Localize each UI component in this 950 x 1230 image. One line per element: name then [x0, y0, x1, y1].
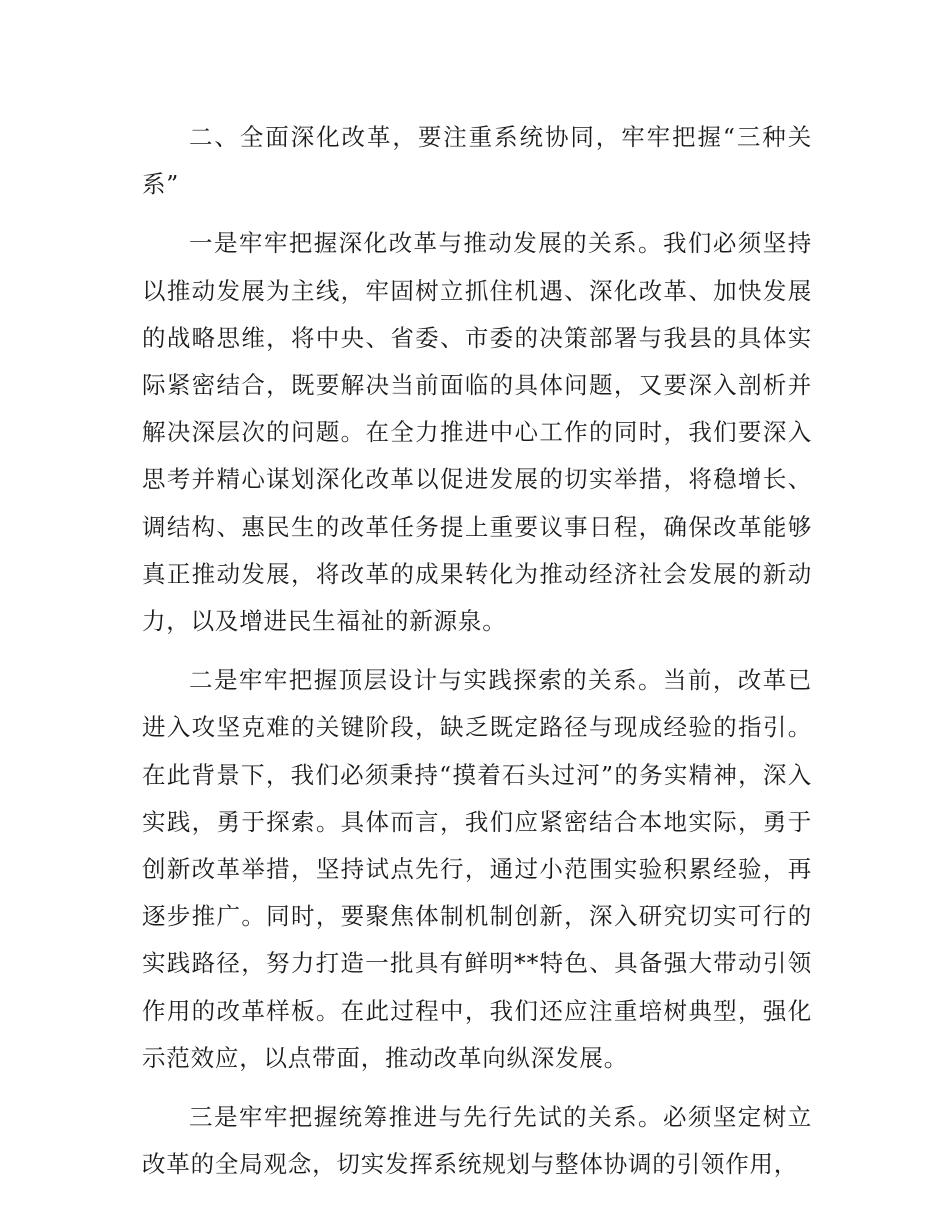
paragraph-1: 一是牢牢把握深化改革与推动发展的关系。我们必须坚持以推动发展为主线，牢固树立抓住机遇、深化改革、加快发展的战略思维，将中央、省委、市委的决策部署与我县的具体实际紧密结合，既要解决当前面临的具体问题，又要深入剖析并解决深层次的问题。在全力推进中心工作的同时，我们要深入思考并精心谋划深化改革以促进发展的切实举措，将稳增长、调结构、惠民生的改革任务提上重要议事日程，确保改革能够真正推动发展，将改革的成果转化为推动经济社会发展的新动力，以及增进民生福祉的新源泉。 [142, 229, 812, 636]
document-body [142, 114, 812, 1188]
paragraph-gap [142, 645, 812, 657]
paragraph-gap [142, 208, 812, 220]
paragraph-2: 二是牢牢把握顶层设计与实践探索的关系。当前，改革已进入攻坚克难的关键阶段，缺乏既定路径与现成经验的指引。在此背景下，我们必须秉持“摸着石头过河”的务实精神，深入实践，勇于探索。具体而言，我们应紧密结合本地实际，勇于创新改革举措，坚持试点先行，通过小范围实验积累经验，再逐步推广。同时，要聚焦体制机制创新，深入研究切实可行的实践路径，努力打造一批具有鲜明**特色、具备强大带动引领作用的改革样板。在此过程中，我们还应注重培树典型，强化示范效应，以点带面，推动改革向纵深发展。 [142, 666, 812, 1072]
paragraph-gap [142, 1082, 812, 1094]
paragraph-3: 三是牢牢把握统筹推进与先行先试的关系。必须坚定树立改革的全局观念，切实发挥系统规划与整体协调的引领作用， [142, 1103, 812, 1179]
section-heading: 二、全面深化改革，要注重系统协同，牢牢把握“三种关系” [142, 123, 812, 199]
